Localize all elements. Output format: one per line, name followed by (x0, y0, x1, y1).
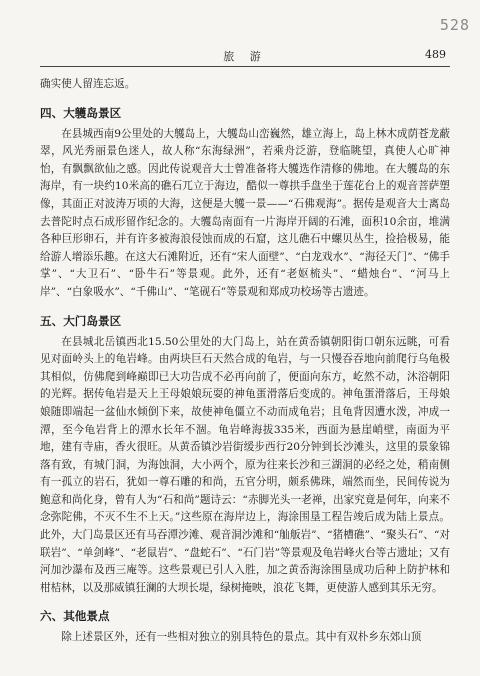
page-stamp-number: 528 (439, 16, 470, 34)
header-title: 旅 游 (223, 50, 267, 63)
section-paragraph-damen: 在县城北岳镇西北15.50公里处的大门岛上，站在黄岙镇朝阳街口朝东远眺，可看见对面岭头上的龟岩峰。由两块巨石天然合成的龟岩，与一只慢吞吞地向前爬行乌龟极其相似，仿佛爬到峰巅即已大功告成不必再向前了，便面向东方，屹然不动，沐浴朝阳的光辉。据传龟岩是天上王母娘娘玩耍的神龟蛋滑落后变成的。神龟蛋滑落后，王母娘娘随即端起一盆仙水倾倒下来，故使神龟僵立不动而成龟岩；且龟背因遭水泼，冲成一潭，至今龟岩背上的潭水长年不涸。龟岩峰海拔335米，西面为悬崖峭壁，南面为平地，建有寺庙，香火很旺。从黄岙镇沙岩街缓步西行20分钟到长沙滩头，这里的景象锦落有致，有城门洞，为海蚀洞，大小两个，原为往来长沙和三湖洞的必经之处，稍南侧有一孤立的岩石，犹如一尊石雕的和尚，五官分明，颇系佛珠，端然而坐，民间传说为鲍意和尚化身，曾有人为“石和尚”题诗云：“赤脚光头一老禅，出家究竟是何年，向来不念弥陀佛，不灭不生不上天。”这些原在海岸边上，海涂围垦工程告竣后成为陆上景点。此外，大门岛景区还有马吞潭沙滩、观音洞沙滩和“舢舨岩”、“猪槽礁”、“聚头石”、“对联岩”、“单剑峰”、“老鼠岩”、“盘蛇石”、“石门岩”等景观及龟岩峰火台等古遗址；又有河加沙瀑布及西三庵等。这些景观已引人入胜，加之黄岙海涂围垦成功后种上防护林和柑桔林，以及那威镇狂澜的大坝长堤，绿树掩映，浪花飞舞，更使游人感到其乐无穷。 (40, 335, 450, 594)
section-paragraph-dahuo: 在县城西南9公里处的大鹱岛上，大鹱岛山峦巍然，雄立海上，岛上林木成荫苍龙蔽翠，风光秀丽景色迷人，故人称“东海绿洲”，若乘舟泛游，登临眺望，真使人心旷神怡，有飘飘欲仙之感。因此传说观音大士曾准备将大鹱选作清修的佛地。在大鹱岛的东海岸，有一块约10米高的礁石兀立于海边，酷似一尊拱手盘坐于莲花台上的观音菩萨塑像，其面正对波涛万顷的大海，这便是大鹱一景——“石佛观海”。据传是观音大士离岛去普陀时点石成形留作纪念的。大鹱岛南面有一片海岸开阔的石滩，面积10余亩，堆满各种巨形卵石，并有许多被海浪侵蚀而成的石窟，这儿礁石中螺贝丛生，捡拾极易，能给游人增添乐趣。在这大石滩附近，还有“宋人面壁”、“白龙戏水”、“海径天门”、“佛手掌”、“大卫石”、“卧牛石”等景观。此外，还有“老妪梳头”、“蜡烛台”、“河马上岸”、“白象吸水”、“千佛山”、“笔砚石”等景观和郑成功校场等古遗迹。 (40, 127, 450, 298)
section-heading-other: 六、其他景点 (40, 609, 110, 624)
running-header (40, 48, 450, 67)
header-page-number: 489 (425, 48, 446, 61)
intro-paragraph: 确实使人留连忘返。 (40, 78, 136, 90)
page-body (40, 76, 450, 647)
section-heading-dahuo: 四、大鹱岛景区 (40, 105, 122, 120)
section-heading-damen: 五、大门岛景区 (40, 313, 122, 328)
section-paragraph-other: 除上述景区外，还有一些相对独立的别具特色的景点。其中有双朴乡东郊山顶 (61, 631, 422, 644)
